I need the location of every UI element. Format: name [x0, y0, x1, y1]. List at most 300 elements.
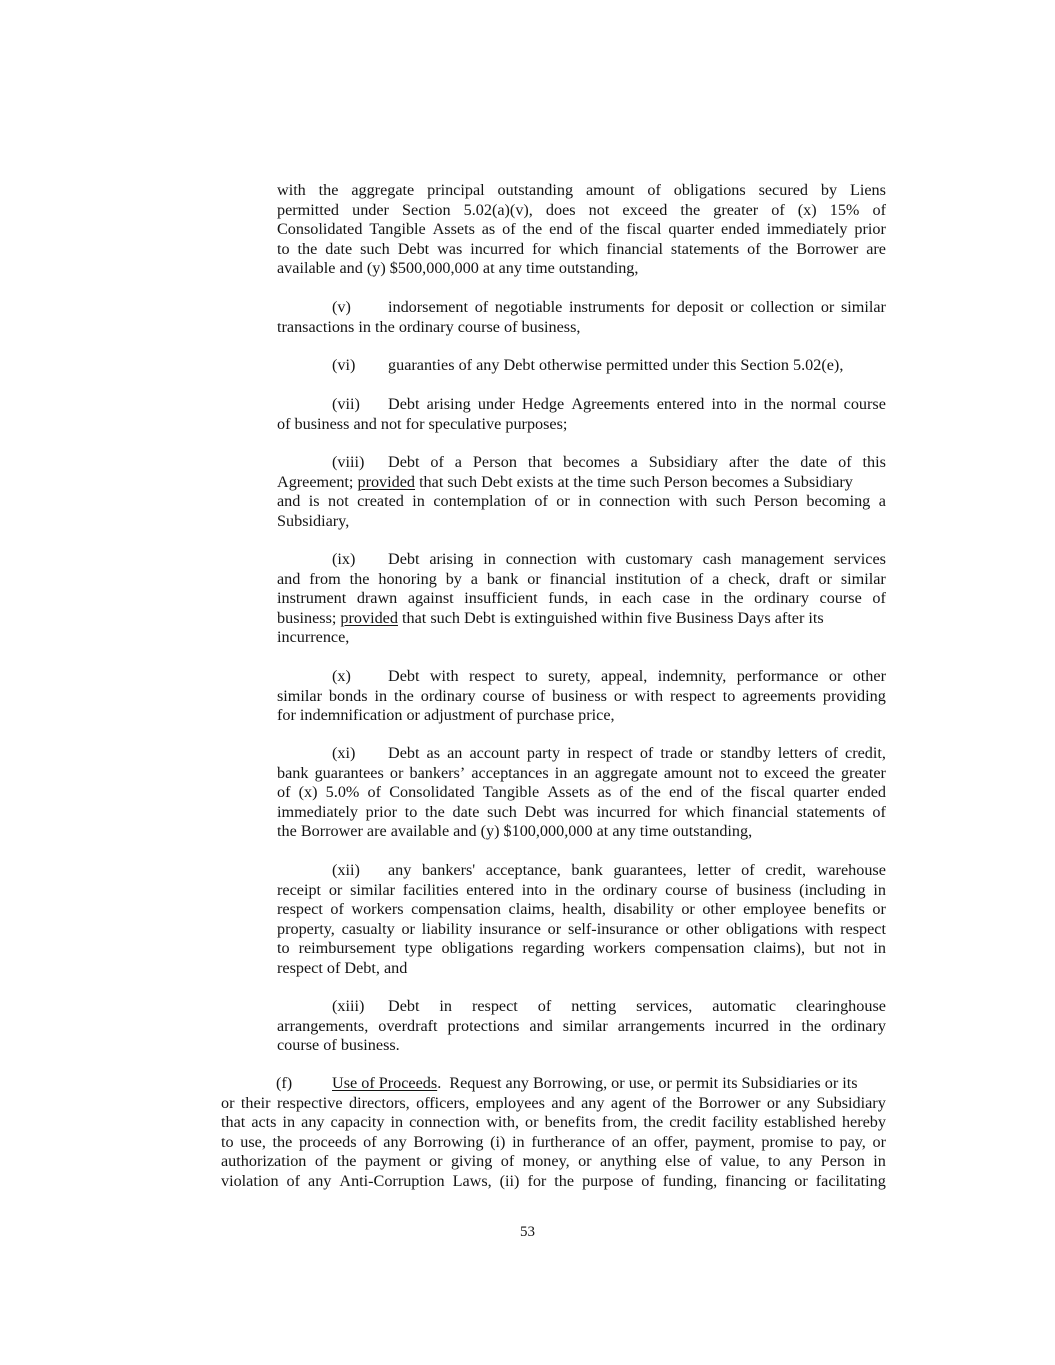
- text-line: for indemnification or adjustment of purchase price,: [277, 706, 615, 725]
- word: permitted: [277, 200, 340, 219]
- word: from,: [601, 1113, 638, 1132]
- word: normal: [790, 395, 837, 413]
- word: from: [309, 569, 341, 588]
- word: after: [728, 453, 759, 471]
- word: respect: [586, 744, 633, 762]
- word: similar: [350, 880, 396, 899]
- word: to: [525, 667, 538, 685]
- word: agreements: [742, 686, 816, 705]
- text-line: [221, 1133, 886, 1153]
- word: date: [325, 239, 353, 258]
- word: entered: [656, 395, 705, 413]
- word: which: [684, 802, 725, 821]
- word: bank: [277, 763, 309, 782]
- word: course: [482, 686, 525, 705]
- word: self-insurance: [567, 919, 659, 938]
- clause-first-line: [277, 453, 886, 473]
- word: cash: [702, 550, 732, 568]
- word: party: [526, 744, 561, 762]
- word: funds,: [548, 589, 589, 608]
- word: established: [763, 1113, 836, 1132]
- text-line: [277, 220, 886, 240]
- word: bankers': [421, 861, 476, 879]
- word: to: [221, 1132, 234, 1151]
- word: was: [437, 239, 463, 258]
- word: in: [483, 550, 496, 568]
- clause-xii: [277, 861, 886, 979]
- word: or: [828, 667, 843, 685]
- word: authorization: [221, 1152, 307, 1171]
- word: incurred: [470, 239, 525, 258]
- word: a: [878, 492, 886, 511]
- word: the: [641, 783, 661, 802]
- word: of: [619, 783, 633, 802]
- word: and: [277, 492, 301, 511]
- word: management: [741, 550, 824, 568]
- word: outstanding: [497, 181, 574, 199]
- word: an: [447, 744, 463, 762]
- text-line: [277, 764, 886, 784]
- word: exceed: [764, 763, 809, 782]
- word: respect: [840, 919, 886, 938]
- word: ended: [847, 783, 886, 802]
- word: bank: [486, 569, 519, 588]
- text-line: [277, 589, 886, 609]
- word: was: [563, 802, 589, 821]
- word: aggregate: [594, 763, 658, 782]
- word: workers: [351, 900, 404, 919]
- word: such: [360, 239, 390, 258]
- word: ordinary: [602, 880, 658, 899]
- word: obligations: [673, 181, 746, 199]
- text-line: [277, 492, 886, 512]
- text-line: [277, 939, 886, 959]
- word: respect: [669, 686, 716, 705]
- clause-first-line: [277, 861, 886, 881]
- word: the: [349, 569, 370, 588]
- word: pay,: [839, 1132, 866, 1151]
- word: of: [537, 997, 552, 1015]
- word: deposit: [676, 298, 724, 316]
- word: greater: [840, 763, 886, 782]
- word: Person: [753, 492, 798, 511]
- text-line: [277, 920, 886, 940]
- word: 5.02(a)(v),: [463, 200, 533, 219]
- word: case: [662, 589, 691, 608]
- word: but: [814, 939, 835, 958]
- word: other: [685, 919, 720, 938]
- word: the: [575, 880, 595, 899]
- word: trade: [660, 744, 693, 762]
- word: in: [390, 1113, 404, 1132]
- text-line: [221, 1172, 886, 1192]
- clause-enumerator: (xiii): [332, 997, 365, 1015]
- clause-enumerator: (vi): [332, 356, 356, 374]
- clause-first-line: [277, 744, 886, 764]
- word: honoring: [378, 569, 437, 588]
- word: else: [665, 1152, 691, 1171]
- word: letters: [777, 744, 818, 762]
- word: check,: [728, 569, 771, 588]
- word: the: [318, 181, 339, 199]
- word: of: [698, 1152, 713, 1171]
- word: date: [452, 802, 480, 821]
- section-heading: Use of Proceeds: [332, 1074, 438, 1092]
- word: or: [556, 492, 570, 511]
- word: (x): [797, 200, 817, 219]
- word: into: [521, 880, 547, 899]
- word: or: [665, 919, 679, 938]
- text-segment: business;: [277, 608, 341, 627]
- word: agent: [610, 1093, 646, 1112]
- word: casualty: [341, 919, 395, 938]
- word: of: [641, 1171, 655, 1190]
- clause-text: [388, 395, 886, 415]
- word: of: [639, 744, 654, 762]
- word: indemnity,: [657, 667, 727, 685]
- clause-first-line: [277, 395, 886, 415]
- word: Person: [472, 453, 517, 471]
- word: collection: [750, 298, 815, 316]
- text-line: incurrence,: [277, 628, 350, 647]
- word: with: [634, 686, 664, 705]
- word: each: [622, 589, 652, 608]
- word: ended: [721, 220, 760, 239]
- text-line: available and (y) $500,000,000 at any time outstanding,: [277, 259, 639, 278]
- word: with: [429, 667, 459, 685]
- word: acts: [251, 1113, 277, 1132]
- word: letter: [697, 861, 731, 879]
- text-line: [221, 1094, 886, 1114]
- word: an: [631, 1132, 648, 1151]
- word: instruments: [568, 298, 645, 316]
- provided-underlined: provided: [357, 472, 416, 491]
- text-line: [277, 609, 886, 629]
- word: Borrowing: [413, 1132, 484, 1151]
- word: automatic: [712, 997, 777, 1015]
- word: this: [862, 453, 886, 471]
- word: Liens: [849, 181, 886, 199]
- text-line: Subsidiary,: [277, 511, 350, 530]
- word: under: [352, 200, 389, 219]
- word: in: [743, 395, 757, 413]
- word: or: [818, 569, 832, 588]
- word: of: [330, 900, 344, 919]
- word: indorsement: [388, 298, 469, 316]
- word: (i): [490, 1132, 506, 1151]
- word: not: [328, 492, 349, 511]
- word: Debt: [388, 550, 420, 568]
- word: statements: [796, 802, 865, 821]
- word: receipt: [277, 880, 322, 899]
- text-line: [277, 570, 886, 590]
- text-line: transactions in the ordinary course of business,: [277, 317, 581, 336]
- word: workers: [593, 939, 646, 958]
- word: financial: [606, 239, 663, 258]
- word: to: [722, 686, 736, 705]
- word: in: [282, 1113, 296, 1132]
- word: of: [771, 200, 785, 219]
- word: providing: [822, 686, 886, 705]
- word: of: [700, 783, 715, 802]
- clause-text: [388, 550, 886, 570]
- word: facilitating: [815, 1171, 886, 1190]
- clause-ix: [277, 550, 886, 648]
- word: employee: [743, 900, 807, 919]
- word: 5.0%: [325, 783, 360, 802]
- word: similar: [840, 298, 886, 316]
- word: in: [778, 1016, 792, 1035]
- word: obligations: [725, 919, 798, 938]
- word: liability: [421, 919, 473, 938]
- word: bank: [571, 861, 603, 879]
- word: credit,: [765, 861, 807, 879]
- word: not: [843, 939, 865, 958]
- word: warehouse: [816, 861, 886, 879]
- word: Assets: [432, 220, 475, 239]
- word: to: [404, 802, 418, 821]
- word: services: [833, 550, 886, 568]
- word: officers,: [416, 1093, 470, 1112]
- text-segment: Agreement;: [277, 472, 358, 491]
- word: or: [525, 1113, 539, 1132]
- word: in: [412, 492, 425, 511]
- word: proceeds: [298, 1132, 357, 1151]
- word: to: [277, 239, 290, 258]
- word: quarter: [668, 220, 715, 239]
- word: of: [579, 220, 593, 239]
- word: the: [554, 1171, 575, 1190]
- clause-enumerator: (x): [332, 667, 351, 685]
- word: arrangements: [617, 1016, 705, 1035]
- word: with: [277, 181, 306, 199]
- clause-enumerator: (v): [332, 298, 351, 316]
- word: in: [873, 880, 886, 899]
- word: any: [383, 1132, 407, 1151]
- word: Consolidated: [277, 220, 363, 239]
- word: created: [357, 492, 404, 511]
- word: immediately: [277, 802, 358, 821]
- word: date: [800, 453, 828, 471]
- word: acceptance,: [485, 861, 561, 879]
- clause-enumerator: (xi): [332, 744, 356, 762]
- section-text: . Request any Borrowing, or use, or permit its Subsidiaries or its: [437, 1074, 858, 1092]
- word: institution: [615, 569, 681, 588]
- word: the: [272, 1132, 293, 1151]
- word: directors,: [349, 1093, 410, 1112]
- word: Debt: [388, 395, 420, 413]
- word: with: [586, 550, 616, 568]
- word: statements: [670, 239, 740, 258]
- word: is: [308, 492, 320, 511]
- word: incurred: [714, 1016, 769, 1035]
- word: disability: [613, 900, 674, 919]
- word: giving: [450, 1152, 493, 1171]
- word: appeal,: [601, 667, 648, 685]
- text-line: [277, 181, 886, 201]
- word: financing: [725, 1171, 787, 1190]
- word: and: [551, 1093, 575, 1112]
- word: into: [711, 395, 737, 413]
- word: in: [578, 492, 591, 511]
- clause-text: [388, 453, 886, 473]
- word: insurance: [478, 919, 541, 938]
- word: similar: [840, 569, 886, 588]
- word: amount: [663, 763, 713, 782]
- word: not: [718, 763, 740, 782]
- word: and: [277, 569, 301, 588]
- word: the: [522, 220, 543, 239]
- word: instrument: [277, 589, 347, 608]
- word: end: [669, 783, 693, 802]
- clause-enumerator: (xii): [332, 861, 360, 879]
- word: with: [804, 919, 834, 938]
- word: draft: [778, 569, 810, 588]
- word: or: [794, 1171, 808, 1190]
- word: or: [820, 298, 835, 316]
- word: account: [469, 744, 520, 762]
- word: course: [843, 395, 886, 413]
- word: respective: [276, 1093, 343, 1112]
- word: of: [872, 200, 886, 219]
- word: prior: [365, 802, 398, 821]
- word: Debt: [524, 802, 556, 821]
- word: of: [689, 569, 704, 588]
- word: greater: [713, 200, 759, 219]
- provided-underlined: provided: [340, 608, 398, 627]
- word: any: [581, 1093, 605, 1112]
- clause-enumerator: (vii): [332, 395, 360, 413]
- word: of: [531, 686, 546, 705]
- word: of: [363, 1132, 377, 1151]
- word: prior: [854, 220, 886, 239]
- word: similar: [562, 1016, 608, 1035]
- word: of: [715, 880, 729, 899]
- word: hereby: [841, 1113, 886, 1132]
- word: offer,: [653, 1132, 689, 1151]
- section-first-line: [221, 1074, 886, 1094]
- word: the: [763, 395, 784, 413]
- word: the: [722, 783, 742, 802]
- word: or: [872, 1132, 886, 1151]
- word: overdraft: [378, 1016, 438, 1035]
- word: business: [552, 686, 607, 705]
- word: standby: [720, 744, 771, 762]
- word: of: [741, 861, 755, 879]
- word: Subsidiary: [816, 1093, 886, 1112]
- word: immediately: [766, 220, 848, 239]
- word: payment,: [694, 1132, 755, 1151]
- text-line: respect of Debt, and: [277, 958, 408, 977]
- word: performance: [736, 667, 819, 685]
- word: compensation: [411, 900, 501, 919]
- word: value,: [720, 1152, 760, 1171]
- clause-v: [277, 298, 886, 337]
- word: furtherance: [531, 1132, 606, 1151]
- word: compensation: [654, 939, 745, 958]
- word: which: [558, 239, 599, 258]
- word: connection: [409, 1113, 481, 1132]
- word: customary: [625, 550, 693, 568]
- text-line: [277, 803, 886, 823]
- word: or: [699, 744, 714, 762]
- word: the: [643, 1113, 664, 1132]
- word: becomes: [563, 453, 620, 471]
- word: any: [388, 861, 412, 879]
- word: or: [766, 1093, 781, 1112]
- word: regarding: [522, 939, 585, 958]
- word: purpose: [582, 1171, 634, 1190]
- word: of: [838, 453, 852, 471]
- word: credit: [669, 1113, 707, 1132]
- word: under: [477, 395, 515, 413]
- word: or: [401, 919, 415, 938]
- word: principal: [427, 181, 485, 199]
- word: any: [789, 1152, 813, 1171]
- word: with: [678, 492, 708, 511]
- word: fiscal: [750, 783, 786, 802]
- word: claims,: [508, 900, 555, 919]
- text-line: [277, 240, 886, 260]
- word: in: [439, 997, 453, 1015]
- word: Subsidiary: [648, 453, 719, 471]
- word: the: [768, 239, 789, 258]
- word: or: [872, 900, 886, 919]
- word: Person: [820, 1152, 865, 1171]
- text-line: [277, 1017, 886, 1037]
- word: the: [672, 1093, 693, 1112]
- word: or: [681, 900, 695, 919]
- word: of: [314, 1152, 329, 1171]
- word: a: [712, 569, 720, 588]
- word: the: [599, 220, 620, 239]
- word: of: [872, 589, 886, 608]
- word: of: [500, 1152, 515, 1171]
- word: Debt: [388, 667, 420, 685]
- word: becoming: [806, 492, 871, 511]
- word: in: [374, 686, 388, 705]
- word: a: [454, 453, 462, 471]
- word: in: [554, 763, 568, 782]
- text-line: [277, 473, 886, 493]
- word: connection: [505, 550, 577, 568]
- word: amount: [585, 181, 635, 199]
- word: (including: [799, 880, 866, 899]
- word: other: [702, 900, 736, 919]
- word: of: [747, 239, 761, 258]
- word: Consolidated: [389, 783, 475, 802]
- word: surety,: [548, 667, 591, 685]
- word: to: [277, 939, 290, 958]
- word: in: [873, 939, 886, 958]
- word: not: [588, 200, 610, 219]
- word: Debt: [388, 744, 420, 762]
- word: business: [736, 880, 792, 899]
- word: in: [700, 589, 714, 608]
- word: the: [769, 453, 790, 471]
- word: the: [801, 1016, 822, 1035]
- word: money,: [522, 1152, 570, 1171]
- word: arising: [426, 395, 471, 413]
- word: or: [578, 1152, 592, 1171]
- word: of: [647, 181, 661, 199]
- text-line: [277, 783, 886, 803]
- word: the: [394, 686, 414, 705]
- text-line: [221, 1113, 886, 1133]
- word: (x): [298, 783, 318, 802]
- word: funding,: [662, 1171, 718, 1190]
- word: the: [297, 239, 318, 258]
